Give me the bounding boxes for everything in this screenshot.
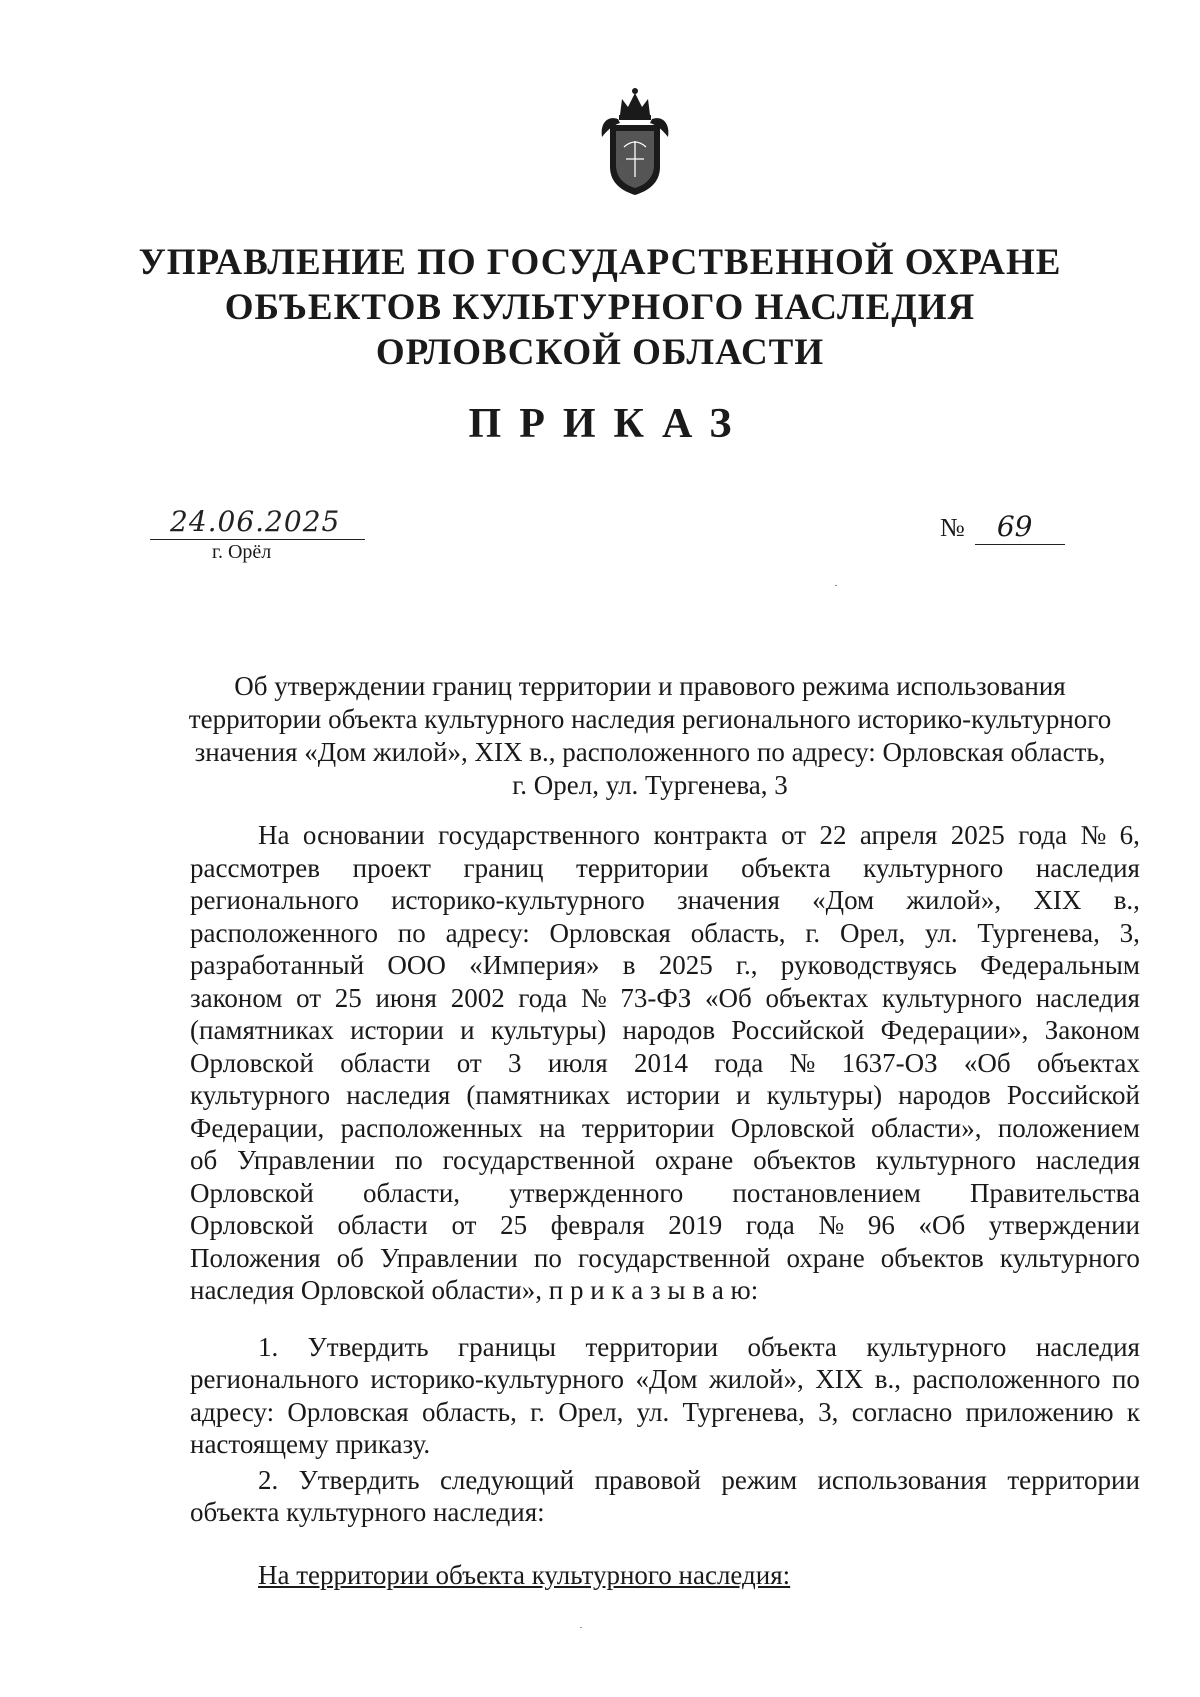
word: по — [394, 1145, 423, 1175]
word: области — [337, 1210, 428, 1240]
word: наследия — [346, 1080, 451, 1110]
word: режим — [721, 1464, 798, 1495]
word: положением — [997, 1112, 1140, 1143]
word: территории — [585, 1331, 719, 1362]
word: На — [258, 820, 290, 850]
word: 2014 — [634, 1047, 689, 1078]
word: ООО — [387, 950, 446, 980]
word: наследия — [1035, 1331, 1140, 1362]
order-body — [190, 819, 1140, 1591]
word: по — [1111, 1364, 1140, 1394]
word: охране — [786, 1242, 865, 1273]
word: г., — [736, 950, 758, 980]
word: в., — [874, 1364, 902, 1394]
word: года — [745, 1210, 795, 1240]
authority-name — [0, 240, 1200, 375]
scan-speck — [580, 1627, 582, 1628]
word: № — [789, 1047, 816, 1078]
word: «Дом — [635, 1364, 698, 1394]
word: народов — [898, 1080, 991, 1110]
word: контракта — [653, 820, 768, 850]
text-line — [190, 1047, 1140, 1080]
spacer — [190, 1307, 1140, 1331]
word: Российской — [731, 1015, 865, 1045]
coat-of-arms-icon — [590, 85, 680, 200]
text-line — [190, 1274, 1140, 1307]
word: июня — [375, 982, 437, 1013]
text-line — [190, 1464, 1140, 1497]
word: объектах — [765, 982, 869, 1013]
handwritten-number: 69 — [975, 510, 1065, 545]
word: Орел, — [558, 1396, 624, 1427]
word: области, — [363, 1177, 461, 1208]
word: Российской — [1006, 1080, 1140, 1110]
word: и — [736, 1080, 751, 1110]
section-heading: На территории объекта культурного наследия: — [258, 1559, 791, 1590]
word: расположенных — [340, 1112, 523, 1143]
word: адресу: — [445, 917, 530, 948]
word: объекта — [747, 1331, 837, 1362]
word: 2002 — [450, 982, 505, 1013]
word: Федерации», — [880, 1015, 1029, 1045]
word: согласно — [851, 1396, 953, 1427]
spacer — [190, 1529, 1140, 1559]
text-line — [190, 1079, 1140, 1112]
word: государственной — [442, 1145, 636, 1175]
word: границ — [463, 852, 544, 883]
text-line — [190, 982, 1140, 1015]
word: на — [539, 1112, 566, 1143]
word: законом — [190, 982, 283, 1013]
word: использования — [817, 1464, 987, 1495]
text-line — [190, 1428, 1140, 1461]
word: 25 — [334, 982, 362, 1013]
word: правовой — [594, 1464, 702, 1495]
word: культурного — [882, 982, 1023, 1013]
order-number-block — [940, 510, 1090, 545]
word: объектов — [880, 1242, 984, 1273]
text-line — [190, 1496, 1140, 1529]
word: охране — [654, 1145, 734, 1175]
word: Орловской — [190, 1210, 314, 1240]
preamble-paragraph — [190, 819, 1140, 1307]
word: культурного — [866, 1331, 1007, 1362]
word: (памятниках — [466, 1080, 611, 1110]
city-label: г. Орёл — [212, 541, 272, 563]
word: 2. — [258, 1464, 279, 1495]
word: Тургенева, — [977, 917, 1100, 948]
word: «Об — [918, 1210, 966, 1240]
subject-line: Об утверждении границ территории и правового режима использования — [234, 671, 1066, 701]
word: область, — [422, 1396, 517, 1427]
word: Орловской — [190, 1047, 314, 1078]
word: июля — [547, 1047, 608, 1078]
word: области — [340, 1047, 431, 1078]
word: историко-культурного — [370, 1364, 624, 1394]
authority-line: ОБЪЕКТОВ КУЛЬТУРНОГО НАСЛЕДИЯ — [224, 287, 976, 328]
word: области», — [871, 1112, 982, 1143]
word: 25 — [500, 1210, 528, 1240]
authority-line: УПРАВЛЕНИЕ ПО ГОСУДАРСТВЕННОЙ ОХРАНЕ — [138, 242, 1062, 283]
word: по — [397, 917, 426, 948]
word: г. — [530, 1396, 545, 1427]
word: XIX — [1033, 885, 1082, 915]
scan-speck — [835, 585, 837, 586]
word: «Дом — [812, 885, 875, 915]
subject-line: значения «Дом жилой», XIX в., расположенного по адресу: Орловская область, — [194, 737, 1106, 767]
item-2-paragraph — [190, 1464, 1140, 1529]
authority-line: ОРЛОВСКОЙ ОБЛАСТИ — [375, 332, 825, 373]
word: жилой», — [709, 1364, 804, 1394]
text-run: наследия Орловской области», п р и к а з ы в а ю: — [190, 1275, 759, 1305]
word: Орловской — [190, 1177, 314, 1208]
word: основании — [302, 820, 425, 850]
word: наследия — [1035, 852, 1140, 883]
word: апреля — [859, 820, 938, 850]
text-line — [190, 1396, 1140, 1429]
word: 1. — [258, 1331, 279, 1362]
word: культурного — [875, 1145, 1016, 1175]
word: 2025 — [950, 820, 1005, 850]
word: истории — [350, 1015, 444, 1045]
word: Утвердить — [298, 1464, 420, 1495]
word: от — [781, 820, 807, 850]
word: следующий — [439, 1464, 575, 1495]
word: года — [518, 982, 568, 1013]
text-line — [190, 1242, 1140, 1275]
word: регионального — [190, 1364, 359, 1394]
word: 6, — [1119, 820, 1140, 850]
word: февраля — [550, 1210, 645, 1240]
word: расположенного — [912, 1364, 1101, 1394]
word: адресу: — [190, 1396, 275, 1427]
text-line — [190, 819, 1140, 852]
word: в., — [1113, 885, 1140, 915]
word: территории — [1007, 1464, 1140, 1495]
word: истории — [626, 1080, 721, 1110]
word: от — [296, 982, 322, 1013]
text-line — [190, 852, 1140, 885]
word: культурного — [999, 1242, 1140, 1273]
word: жилой», — [906, 885, 1002, 915]
word: границы — [458, 1331, 557, 1362]
word: Утвердить — [307, 1331, 429, 1362]
word: года — [714, 1047, 764, 1078]
word: «Империя» — [469, 950, 600, 980]
word: значения — [677, 885, 780, 915]
word: 22 — [819, 820, 847, 850]
word: 3, — [1119, 917, 1140, 948]
word: культурного — [190, 1080, 331, 1110]
text-line — [190, 1144, 1140, 1177]
word: и — [460, 1015, 475, 1045]
word: государственной — [577, 1242, 771, 1273]
word: г. — [805, 917, 821, 948]
handwritten-date: 24.06.2025 — [150, 505, 365, 540]
text-line — [190, 949, 1140, 982]
word: Тургенева, — [682, 1396, 805, 1427]
word: к — [1126, 1396, 1140, 1427]
word: об — [336, 1242, 364, 1273]
word: Правительства — [970, 1177, 1140, 1208]
word: территории — [576, 852, 709, 883]
word: 73-ФЗ — [620, 982, 692, 1013]
text-line — [190, 1177, 1140, 1210]
word: регионального — [190, 885, 359, 915]
word: 3 — [508, 1047, 522, 1078]
word: Законом — [1044, 1015, 1140, 1045]
subject-line: территории объекта культурного наследия регионального историко-культурного — [188, 704, 1112, 734]
word: об — [190, 1145, 218, 1175]
word: 2025 — [658, 950, 713, 980]
word: рассмотрев — [190, 852, 321, 883]
date-block — [150, 505, 365, 563]
word: утвержденного — [509, 1177, 684, 1208]
word: наследия — [1035, 1145, 1140, 1175]
word: Управлении — [379, 1242, 518, 1273]
word: Положения — [190, 1242, 321, 1273]
text-line — [190, 1363, 1140, 1396]
word: Управлении — [237, 1145, 375, 1175]
word: Федерации, — [190, 1112, 325, 1143]
word: объекта — [741, 852, 831, 883]
word: № — [580, 982, 607, 1013]
word: «Об — [704, 982, 752, 1013]
word: Федеральным — [980, 950, 1140, 980]
word: 3, — [818, 1396, 839, 1427]
word: культуры) — [490, 1015, 607, 1045]
text-line — [190, 917, 1140, 950]
word: историко-культурного — [391, 885, 645, 915]
text-line — [190, 1209, 1140, 1242]
text-line — [190, 884, 1140, 917]
text-line — [190, 1331, 1140, 1364]
word: Орел, — [840, 917, 906, 948]
word: Орловской — [730, 1112, 855, 1143]
word: в — [622, 950, 636, 980]
word: приложению — [965, 1396, 1114, 1427]
word: территории — [581, 1112, 715, 1143]
document-type-title: ПРИКАЗ — [468, 401, 750, 447]
word: объектов — [753, 1145, 857, 1175]
word: область, — [690, 917, 786, 948]
text-line — [190, 1112, 1140, 1145]
word: (памятниках — [190, 1015, 334, 1045]
word: 2019 — [668, 1210, 723, 1240]
word: руководствуясь — [780, 950, 957, 980]
word: «Об — [963, 1047, 1011, 1078]
word: народов — [622, 1015, 716, 1045]
word: года — [1018, 820, 1068, 850]
word: ул. — [925, 917, 958, 948]
word: по — [533, 1242, 562, 1273]
word: постановлением — [732, 1177, 921, 1208]
word: Орловская — [549, 917, 671, 948]
word: 1637-ОЗ — [841, 1047, 938, 1078]
word: 96 — [867, 1210, 895, 1240]
word: утверждении — [988, 1210, 1140, 1240]
word: государственного — [438, 820, 641, 850]
word: расположенного — [190, 917, 378, 948]
text-line — [190, 1014, 1140, 1047]
word: Орловская — [287, 1396, 409, 1427]
word: ул. — [636, 1396, 670, 1427]
word: от — [451, 1210, 477, 1240]
word: № — [818, 1210, 845, 1240]
word: наследия — [1035, 982, 1140, 1013]
word: разработанный — [190, 950, 365, 980]
order-subject — [160, 670, 1140, 802]
item-1-paragraph — [190, 1331, 1140, 1461]
subject-line: г. Орел, ул. Тургенева, 3 — [512, 770, 788, 800]
word: № — [1080, 820, 1107, 850]
word: культуры) — [766, 1080, 883, 1110]
number-label: № — [940, 513, 965, 542]
word: проект — [352, 852, 431, 883]
text-run: настоящему приказу. — [190, 1429, 431, 1459]
text-run: объекта культурного наследия: — [190, 1497, 545, 1527]
word: XIX — [815, 1364, 864, 1394]
word: культурного — [863, 852, 1004, 883]
word: объектах — [1036, 1047, 1140, 1078]
word: от — [456, 1047, 482, 1078]
